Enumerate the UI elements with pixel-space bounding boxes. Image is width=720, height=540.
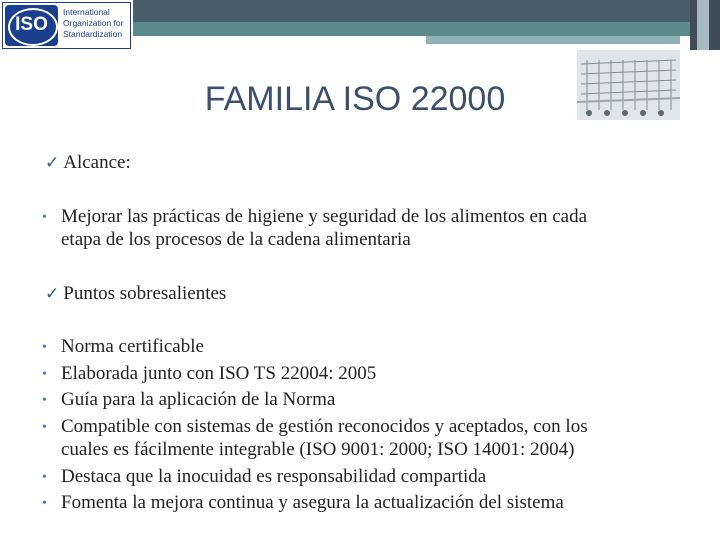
- list-item-line: Compatible con sistemas de gestión reconocidos y aceptados, con los: [61, 416, 588, 437]
- bullet-icon: •: [42, 210, 47, 225]
- iso-name-line: Standardization: [63, 29, 123, 39]
- header-bar-dark: [133, 0, 720, 22]
- list-item-line: etapa de los procesos de la cadena alimentaria: [61, 229, 411, 250]
- list-item: [42, 415, 682, 461]
- list-item: [42, 362, 682, 386]
- section-label: Alcance:: [63, 152, 131, 173]
- iso-logo: [2, 2, 131, 49]
- check-icon: ✓: [45, 153, 60, 173]
- list-item: [42, 335, 682, 359]
- list-item-line: Mejorar las prácticas de higiene y seguridad de los alimentos en cada: [61, 206, 587, 227]
- list-item: [42, 491, 682, 515]
- list-item-line: cuales es fácilmente integrable (ISO 9001: 2000; ISO 14001: 2004): [61, 439, 575, 460]
- iso-logo-mark: [5, 5, 58, 46]
- bullet-icon: •: [42, 496, 47, 511]
- bullet-icon: •: [42, 367, 47, 382]
- list-item-text: Guía para la aplicación de la Norma: [61, 389, 336, 410]
- list-item: [42, 205, 682, 251]
- iso-name-line: International: [63, 7, 110, 17]
- iso-organization-name: [63, 7, 131, 40]
- bullet-icon: •: [42, 393, 47, 408]
- list-item-text: Fomenta la mejora continua y asegura la actualización del sistema: [61, 492, 564, 513]
- list-item: [42, 465, 682, 489]
- page-title: FAMILIA ISO 22000: [204, 80, 506, 118]
- header-bar-accent: [426, 36, 680, 44]
- header-bar-right-light: [697, 0, 709, 50]
- section-label: Puntos sobresalientes: [63, 283, 227, 304]
- bullet-icon: •: [42, 340, 47, 355]
- check-icon: ✓: [45, 284, 60, 304]
- list-item-text: [61, 205, 682, 251]
- section-puntos: [45, 282, 226, 306]
- list-item: [42, 388, 682, 412]
- list-item-text: Norma certificable: [61, 336, 204, 357]
- shopping-carts-image: [577, 50, 680, 120]
- bullet-icon: •: [42, 470, 47, 485]
- shopping-carts-photo: [577, 50, 680, 120]
- iso-logo-text: ISO: [15, 14, 48, 35]
- section-alcance: [45, 151, 131, 175]
- bullet-icon: •: [42, 420, 47, 435]
- list-item-text: Elaborada junto con ISO TS 22004: 2005: [61, 363, 377, 384]
- header-bar-teal: [133, 22, 720, 36]
- list-item-text: [61, 415, 682, 461]
- list-item-text: Destaca que la inocuidad es responsabilidad compartida: [61, 466, 487, 487]
- iso-name-line: Organization for: [63, 18, 124, 28]
